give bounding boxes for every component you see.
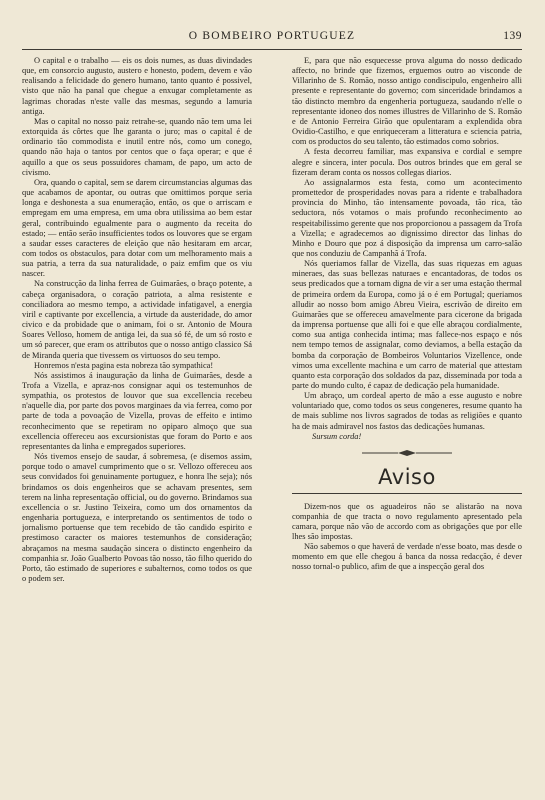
closing-motto: Sursum corda! <box>312 431 362 441</box>
article-paragraph: Nós queriamos fallar de Vizella, das suas riquezas em aguas mineraes, das suas bellezas naturaes e encantadoras, de todos os seus predicados que a tornam digna de vir a ser uma estação thermal de primeira ordem da Europa, como já o é em Portugal; queriamos alludir ao nosso bom amigo Abreu Vieira, escrivão de direito em Guimarães que se offereceu amavelmente para cicerone da brigada da imprensa portuense que alli foi e que elle abraçou cordialmente, como sua antiga conhecida intima; mas fallece-nos espaço e nós nem tempo temos de assignalar, como deviamos, a bella estação da bomba da corporação de Bombeiros Voluntarios Vizellence, onde vimos uma excellente machina e um carro de material que attestam quanto esta corporação dos soldados da paz, disseminada por toda a parte do mundo culto, é capaz de dedicação pela humanidade. <box>292 259 522 390</box>
aviso-paragraph: Dizem-nos que os aguadeiros não se alistarão na nova companhia de que tracta o novo regulamento apresentado pela camara, porque não vão de accordo com as obrigações que por elle lhes são impostas. <box>292 501 522 541</box>
aviso-paragraph: Não sabemos o que haverá de verdade n'esse boato, mas desde o momento em que elle chegou á banca da nossa redacção, é dever nosso tornal-o publico, afim de que a inspecção geral dos <box>292 542 522 572</box>
article-paragraph: Ora, quando o capital, sem se darem circumstancias algumas das que acabamos de apontar, ou outras que omittimos porque seria longa e deshonesta a sua enumeração, então, os que o arriscam e empregam em uma empresa, em uma obra utilissima ao bem estar geral, contribuindo egualmente para o augmento da receita do estado; — então serão insufficientes todos os louvores que se ergam a saudar esses caracteres de eleição que não hesitaram em arcar, com todos os obstaculos, para dotar com um melhoramento mais a sua patria, a terra da sua naturalidade, o paiz emfim que os viu nascer. <box>22 177 252 279</box>
article-paragraph: Um abraço, um cordeal aperto de mão a esse augusto e nobre voluntariado que, como todos os seus congeneres, resume quanto ha de mais sublime nos livros sagrados de todas as religiões e quanto ha de mais admiravel nos fastos das dedicações humanas. <box>292 391 522 431</box>
article-paragraph: Ao assignalarmos esta festa, como um acontecimento promettedor de prosperidades novas para a ridente e trabalhadora provincia do Minho, tão intensamente povoada, tão rica, tão seductora, nós votamos o mais profundo reconhecimento ao respeitabilissimo gerente que nos proporcionou a passagem da Trofa a Vizella; e agradecemos ao dignissimo director das linhas do Minho e Douro que poz á disposição da imprensa um carro-salão que nos conduziu de Campanhã á Trofa. <box>292 177 522 258</box>
article-paragraph: Honremos n'esta pagina esta nobreza tão sympathica! <box>34 360 214 370</box>
article-paragraph: Nós assistimos á inauguração da linha de Guimarães, desde a Trofa a Vizella, e apraz-nos consignar aqui os testemunhos de sympathia, os protestos de louvor que sua excellencia recebeu n'aquelle dia, por parte dos povos marginaes da via ferrea, como por parte de toda a povoação de Vizella, provas de effeito e intimo reconhecimento que se repetiram no opiparo almoço que sua excellencia offereceu aos excursionistas que foram do Porto e aos representantes da linha e empregados superiores. <box>22 370 252 451</box>
article-paragraph: Na construcção da linha ferrea de Guimarães, o braço potente, a cabeça organisadora, o coração patriota, a alma resistente e conciliadora ao mesmo tempo, a actividade infatigavel, a energia viril e captivante por excellencia, a virtude da austeridade, do amor civico e da probidade que o animam, foi o sr. Antonio de Moura Soares Velloso, homem de antiga lei, da sua só fé, de um só rosto e um só parecer, que eram os attributos que o nosso antigo classico Sá de Miranda queria que tivessem os virtuosos do seu tempo. <box>22 279 252 360</box>
right-column <box>292 56 522 781</box>
page-number: 139 <box>503 30 522 42</box>
publication-title: O BOMBEIRO PORTUGUEZ <box>188 30 356 42</box>
ornamental-divider <box>292 449 522 460</box>
header-rule <box>22 49 522 50</box>
ornament-icon <box>362 449 452 457</box>
article-paragraph: Nós tivemos ensejo de saudar, á sobremesa, (e disemos assim, porque todo o amavel cumprimento que o sr. Vellozo offereceu aos seus convidados foi genuinamente portuguez, e honra lhe seja); nós brindamos os dois engenheiros que se achavam presentes, sem terem na linha representação official, ou do governo. Brindamos sua excellencia o sr. Justino Teixeira, como um dos ornamentos da engenharia portugueza, e interpretando os sentimentos de todo o jornalismo portuense que tem recebido de tão candido espirito e prestimoso caracter os maiores testemunhos de consideração; abraçamos na mesma saudação sincera o distincto engenheiro da companhia sr. João Gualberto Povoas tão nosso, tão filho querido do Porto, tão estimado de superiores e subalternos, como todos os que o podem ser. <box>22 452 252 583</box>
article-paragraph: O capital e o trabalho — eis os dois numes, as duas divindades que, em consorcio augusto, austero e honesto, podem, devem e vão realisando a felicidade do genero humano, tanto quanto é possivel, visto que não ha panal que chegue a enxugar completamente as lagrimas choradas n'este valle das mesmas, segundo a lamuria antiga. <box>22 56 252 116</box>
left-column <box>22 56 252 781</box>
article-paragraph: E, para que não esquecesse prova alguma do nosso dedicado affecto, no brinde que fizemos, erguemos outro ao visconde de Villarinho de S. Romão, nosso antigo condiscipulo, engenheiro alli presente e representante do governo; com sinceridade brindamos a tão distincto membro da engenheria portugueza, saudando n'elle o representante idoneo dos nomes illustres de Villarinho de S. Romão e de Antonio Ferreira Girão que opulentaram a explendida obra Ovidio-Castilho, e que enriqueceram a litteratura e sciencia patria, com os productos do seu talento, tão estimados como sobrios. <box>292 56 522 147</box>
article-paragraph: A festa decorreu familiar, mas expansiva e cordial e sempre alegre e sincera, inter pocula. Dos outros brindes que em geral se fizeram deram conta os nossos collegas diarios. <box>292 147 522 177</box>
aviso-rule <box>292 493 522 494</box>
article-paragraph: Mas o capital no nosso paiz retrahe-se, quando não tem uma lei extorquida ás côrtes que lhe garanta o juro; mas o capital é de ordinario tão commodista e inutil entre nós, como um conego, quando não haja o tantos por centos que o faça operar; e que é aquillo a que os seus possuidores chamam, de papo, um acto de civismo. <box>22 116 252 177</box>
aviso-heading: Aviso <box>378 465 436 490</box>
page-header <box>22 30 522 48</box>
